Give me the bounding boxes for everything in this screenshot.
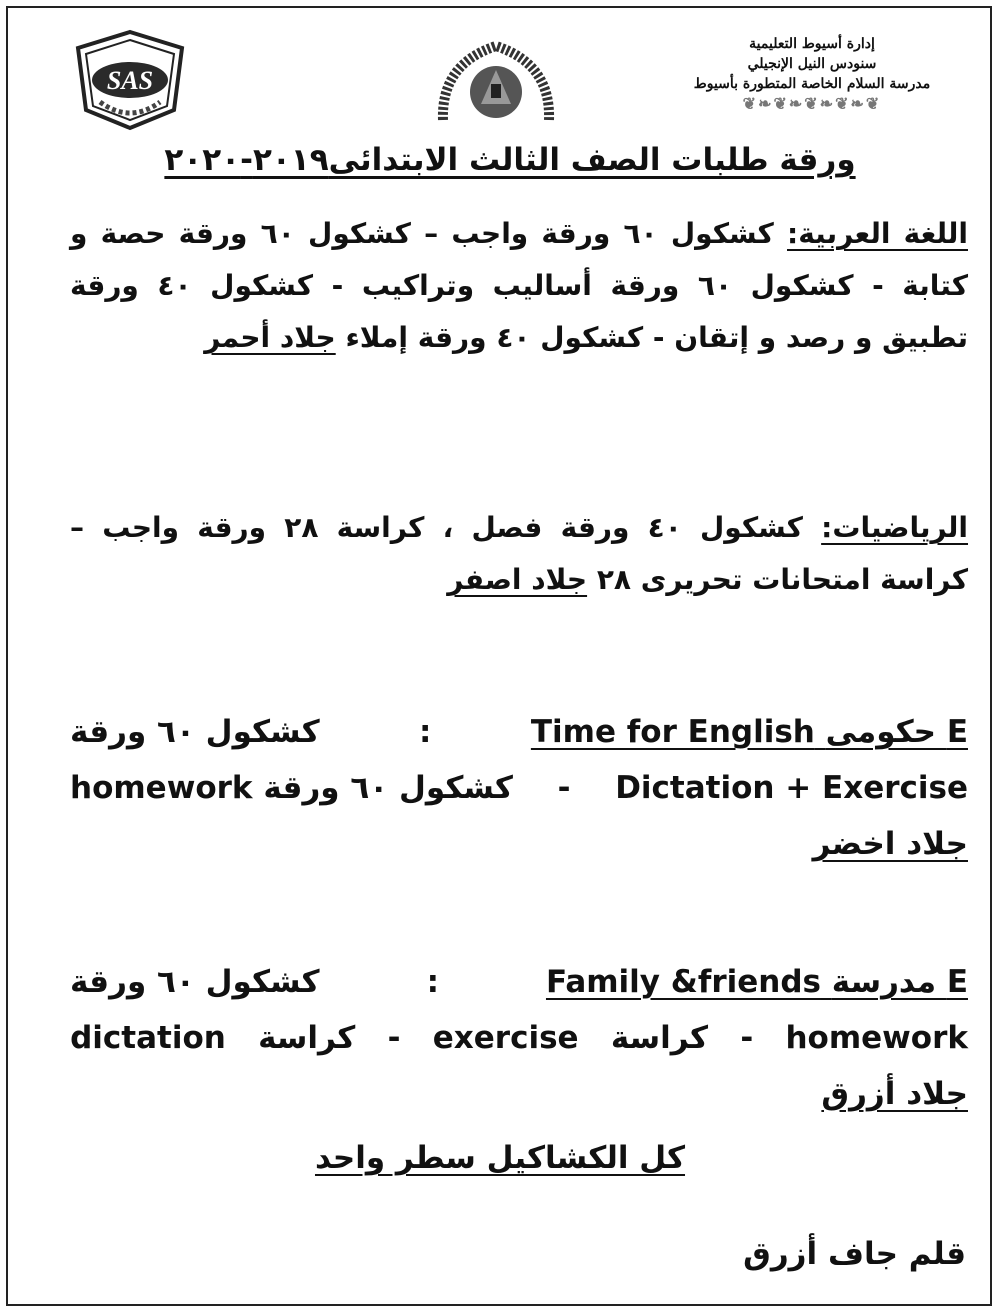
school-header (682, 34, 942, 114)
english-gov-colon: : (419, 714, 432, 750)
school-name-line: مدرسة السلام الخاصة المتطورة بأسيوط (693, 76, 931, 92)
english-gov-dash: - (557, 770, 571, 806)
math-subject: الرياضيات: (821, 511, 969, 544)
page-title: ورقة طلبات الصف الثالث الابتدائى٢٠١٩-٢٠٢٠ (164, 142, 856, 178)
math-section (70, 502, 968, 606)
english-gov-dictation: Dictation + Exercise (615, 770, 968, 806)
english-gov-item2: كشكول ٦٠ ورقة homework (70, 770, 513, 806)
math-cover: جلاد اصفر (447, 563, 588, 596)
english-school-section (70, 954, 968, 1122)
ornament-divider: ❦❧❦❧❦❧❦❧❦ (742, 94, 882, 113)
arabic-items: كشكول ٦٠ ورقة واجب – كشكول ٦٠ ورقة حصة و كتابة - كشكول ٦٠ ورقة أساليب وتراكيب - كشكول ٤٠ ورقة تطبيق و رصد و إتقان - كشكول ٤٠ ورقة إملاء (70, 217, 969, 354)
english-gov-section (70, 704, 968, 872)
directorate-line: إدارة أسيوط التعليمية (749, 36, 875, 52)
sas-logo-text: SAS (106, 66, 154, 95)
quality-authority-logo (433, 34, 559, 134)
pen-requirement: قلم جاف أزرق (743, 1236, 966, 1272)
english-school-subject: E مدرسة Family &friends (545, 964, 968, 1000)
arabic-section (70, 208, 968, 364)
english-school-items: homework - كراسة exercise - كراسة dictation (70, 1020, 968, 1056)
english-gov-item1: كشكول ٦٠ ورقة (70, 714, 320, 750)
math-items: كشكول ٤٠ ورقة فصل ، كراسة ٢٨ ورقة واجب – كراسة امتحانات تحريرى ٢٨ (70, 511, 968, 596)
notebook-note: كل الكشاكيل سطر واحد (314, 1140, 686, 1176)
english-gov-cover: جلاد اخضر (812, 826, 968, 862)
english-gov-subject: E حكومى Time for English (530, 714, 968, 750)
arabic-subject: اللغة العربية: (787, 217, 968, 250)
english-school-item1: كشكول ٦٠ ورقة (70, 964, 320, 1000)
english-school-cover: جلاد أزرق (821, 1076, 968, 1112)
arabic-cover: جلاد أحمر (204, 321, 336, 354)
english-school-colon: : (426, 964, 439, 1000)
synod-line: سنودس النيل الإنجيلي (747, 56, 877, 72)
